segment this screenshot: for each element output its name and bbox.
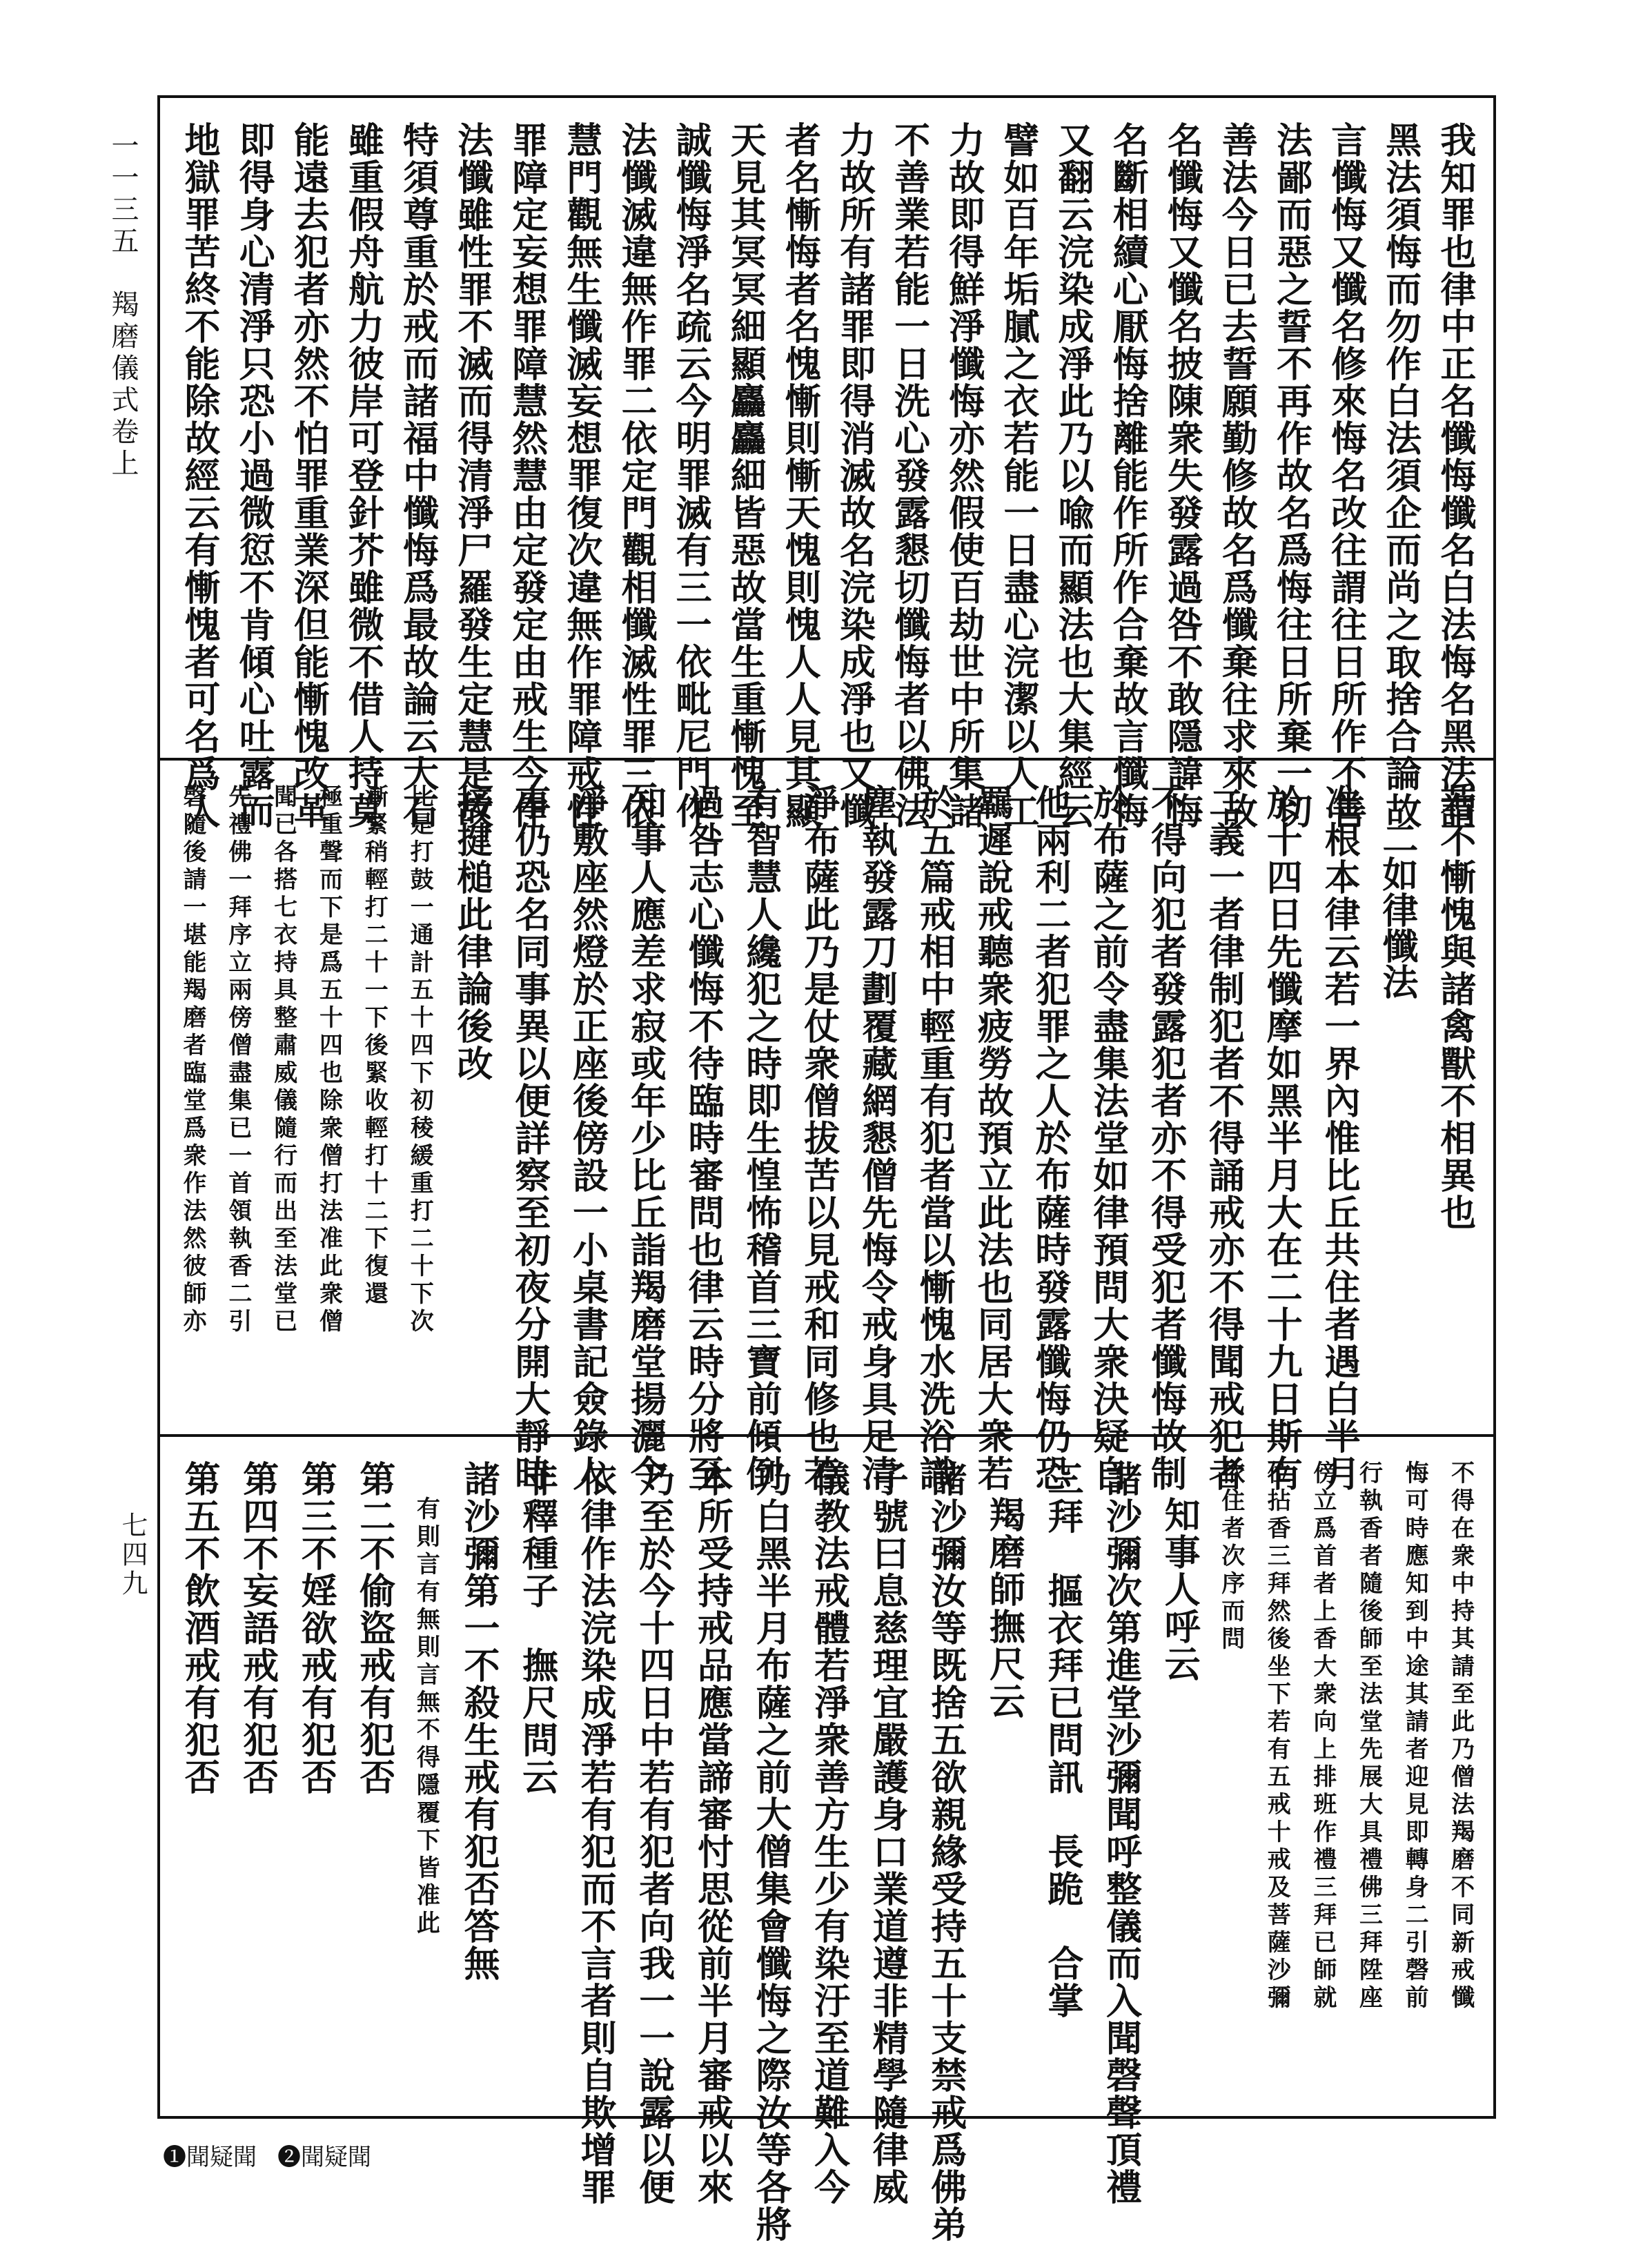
bottom-band-column: 第三不婬欲戒有犯否 [295,1460,337,1796]
middle-band-column: 於十四日先懺摩如黑半月大在二十九日斯有 [1260,784,1303,1492]
bottom-band-column: 第五不飲酒戒有犯否 [178,1460,220,1796]
top-band-column: 者名慚悔者名愧慚則慚天愧則愧人人見其顯 [778,121,821,830]
middle-band-column: 聞已各搭七衣持具整肅威儀隨行而出至法堂已 [269,784,297,1336]
top-band-column: 能遠去犯者亦然不怕罪重業深但能慚愧改革 [287,121,330,830]
bottom-band-column: 子號曰息慈理宜嚴護身口業道遵非精學隨律威 [866,1460,909,2206]
top-band-column: 我知罪也律中正名懺悔懺名白法悔名黑法謂 [1433,121,1476,830]
top-band-column: 法鄙而惡之誓不再作故名爲悔往日所棄一切 [1270,121,1312,830]
bottom-band-column: 儀教法戒體若淨衆善方生少有染汙至道難入今 [807,1460,850,2206]
top-band-column: 罪障定妄想罪障慧然慧由定發定由戒生今作 [505,121,548,830]
top-band [160,98,1493,830]
middle-band-column: 於五篇戒相中輕重有犯者當以慚愧水洗浴識 [913,784,956,1492]
top-band-column: 名斷相續心厭悔捨離能作所作合棄故言懺悔 [1106,121,1149,830]
middle-band-column: 磬隨後請一堪能羯磨者臨堂爲衆作法然彼師亦 [179,784,206,1336]
bottom-band-column: 諸沙彌次第進堂沙彌聞呼整儀而入聞磬聲頂禮 [1099,1460,1142,2206]
middle-band-column: 過咎志心懺悔不待臨時審問也律云時分將至 [682,784,725,1492]
top-band-column: 名懺悔又懺名披陳衆失發露過咎不敢隱諱悔 [1161,121,1203,830]
bottom-band-column: 第二不偷盜戒有犯否 [353,1460,395,1796]
footnote [163,2138,371,2172]
top-band-column: 言懺悔又懺名修來悔名改往謂往日所作不善 [1324,121,1367,830]
middle-band-column: 先禮佛一拜序立兩傍僧盡集已一首領執香二引 [224,784,252,1336]
bottom-band-column: 依律作法浣染成淨若有犯而不言者則自欺增罪 [574,1460,617,2206]
middle-band [160,761,1493,1492]
footnote-item: ❷聞疑聞 [277,2144,371,2171]
middle-band-column: 淨布薩此乃是仗衆僧拔苦以見戒和同修也若 [797,784,840,1492]
middle-band-column: 知事人應差求寂或年少比丘詣羯磨堂揚灑令 [624,784,667,1492]
middle-band-column: 不得向犯者發露犯者亦不得受犯者懺悔故制 [1144,784,1187,1492]
top-band-column: 法懺滅違無作罪二依定門觀相懺滅性罪三依 [615,121,657,830]
middle-band-column: 接揵槌此律論後改 [450,784,493,1082]
middle-band-column: 二如律懺法 [1375,820,1418,999]
top-band-column: 譬如百年垢膩之衣若能一日盡心浣潔以人工 [996,121,1039,830]
middle-band-column: 二義一者律制犯者不得誦戒亦不得聞戒犯者 [1202,784,1245,1492]
top-band-column: 不善業若能一日洗心發露懇切懺悔者以佛法 [887,121,930,830]
bottom-band-column: 行執香者隨後師至法堂先展大具禮佛三拜陞座 [1355,1460,1383,2012]
book-title-margin: 一一三五 羯磨儀式卷上 [107,131,139,480]
bottom-band-column: 乃白黑半月布薩之前大僧集會懺悔之際汝等各將 [749,1460,791,2243]
middle-band-column: 若不慚愧與諸禽獸不相異也 [1433,784,1476,1231]
middle-band-column: 極重聲而下是爲五十四也除衆僧打法准此衆僧 [315,784,343,1336]
bottom-band-column: 依住者次序而問 [1217,1460,1245,1654]
top-band-column: 慧門觀無生懺滅妄想罪復次違無作罪障戒性 [560,121,602,830]
middle-band-column: 塵執發露刀劃覆藏網懇僧先悔令戒身具足清 [855,784,898,1492]
top-band-column: 雖重假舟航力彼岸可登針芥雖微不借人持莫 [342,121,384,830]
bottom-band-column: 非釋種子 撫尺問云 [515,1460,558,1796]
middle-band-column: 羈遲說戒聽衆疲勞故預立此法也同居大衆若 [971,784,1014,1492]
top-band-column: 力故所有諸罪即得消滅故名浣染成淨也又懺 [833,121,876,830]
middle-band-column: 比是打鼓一通計五十四下初稜緩重打二十下次 [406,784,434,1336]
bottom-band-column: 不得在衆中持其請至此乃僧法羯磨不同新戒懺 [1446,1460,1475,2012]
top-band-column: 善法今日已去誓願勤修故名爲懺棄往求來故 [1215,121,1258,830]
top-band-column: 特須尊重於戒而諸福中懺悔爲最故論云大石 [396,121,439,830]
top-band-columns [178,121,1476,830]
bottom-band-column: 位拈香三拜然後坐下若有五戒十戒及菩薩沙彌 [1263,1460,1291,2012]
bottom-band-column: 傍立爲首者上香大衆向上排班作禮三拜已師就 [1308,1460,1337,2012]
bottom-band-column: 本所受持戒品應當諦審忖思從前半月審戒以來 [691,1460,734,2206]
bottom-band-column: 諸沙彌第一不殺生戒有犯否答無 [457,1460,500,1982]
page-number: 七四九 [117,1511,148,1598]
middle-band-column: 於布薩之前令盡集法堂如律預問大衆決疑自 [1086,784,1129,1492]
top-band-column: 法懺雖性罪不滅而得清淨尸羅發生定慧是故 [451,121,493,830]
footnote-item: ❶聞疑聞 [163,2144,257,2171]
middle-band-column: 有智慧人纔犯之時即生惶怖稽首三寶前傾倒 [739,784,782,1492]
top-band-column: 黑法須悔而勿作白法須企而尚之取捨合論故 [1379,121,1422,830]
top-band-column: 又翻云浣染成淨此乃以喩而顯法也大集經云 [1052,121,1094,830]
top-band-column: 力故即得鮮淨懺悔亦然假使百劫世中所集諸 [942,121,985,830]
top-band-column: 誠懺悔淨名疏云今明罪滅有三一依毗尼門作 [669,121,712,830]
top-band-column: 即得身心清淨只恐小過微愆不肯傾心吐露而 [233,121,275,830]
bottom-band-column: 悔可時應知到中途其請者迎見即轉身二引磬前 [1401,1460,1429,2012]
bottom-band-column: 乃至於今十四日中若有犯者向我一一說露以便 [632,1460,675,2206]
bottom-band-column: 第四不妄語戒有犯否 [236,1460,279,1796]
middle-band-column: 他兩利二者犯罪之人於布薩時發露懺悔仍恐 [1029,784,1071,1492]
middle-band-column: 准根本律云若一界內惟比丘共住者遇白半月 [1318,784,1361,1492]
middle-band-column: 漸緊稍輕打二十一下後緊收輕打十二下復還 [360,784,389,1309]
top-band-column: 地獄罪苦終不能除故經云有慚愧者可名爲人 [178,121,220,830]
bottom-band-column: 諸沙彌汝等既捨五欲親緣受持五十支禁戒爲佛弟 [924,1460,967,2243]
bottom-band-column: 知事人呼云 [1158,1496,1201,1683]
bottom-band-column: 有則言有無則言無不得隱覆下皆准此 [412,1496,440,1938]
top-band-column: 天見其冥冥細顯麤麤細皆惡故當生重慚愧至 [724,121,767,830]
middle-band-columns [179,784,1476,1492]
bottom-band-column: 羯磨師撫尺云 [983,1496,1025,1720]
middle-band-column: 淨敷座然燈於正座後傍設一小桌書記僉錄人 [566,784,609,1492]
bottom-band-column: 三拜 摳衣拜已問訊 長跪 合掌 [1041,1460,1083,2019]
middle-band-column: 事仍恐名同事異以便詳察至初夜分開大靜時 [508,784,551,1492]
